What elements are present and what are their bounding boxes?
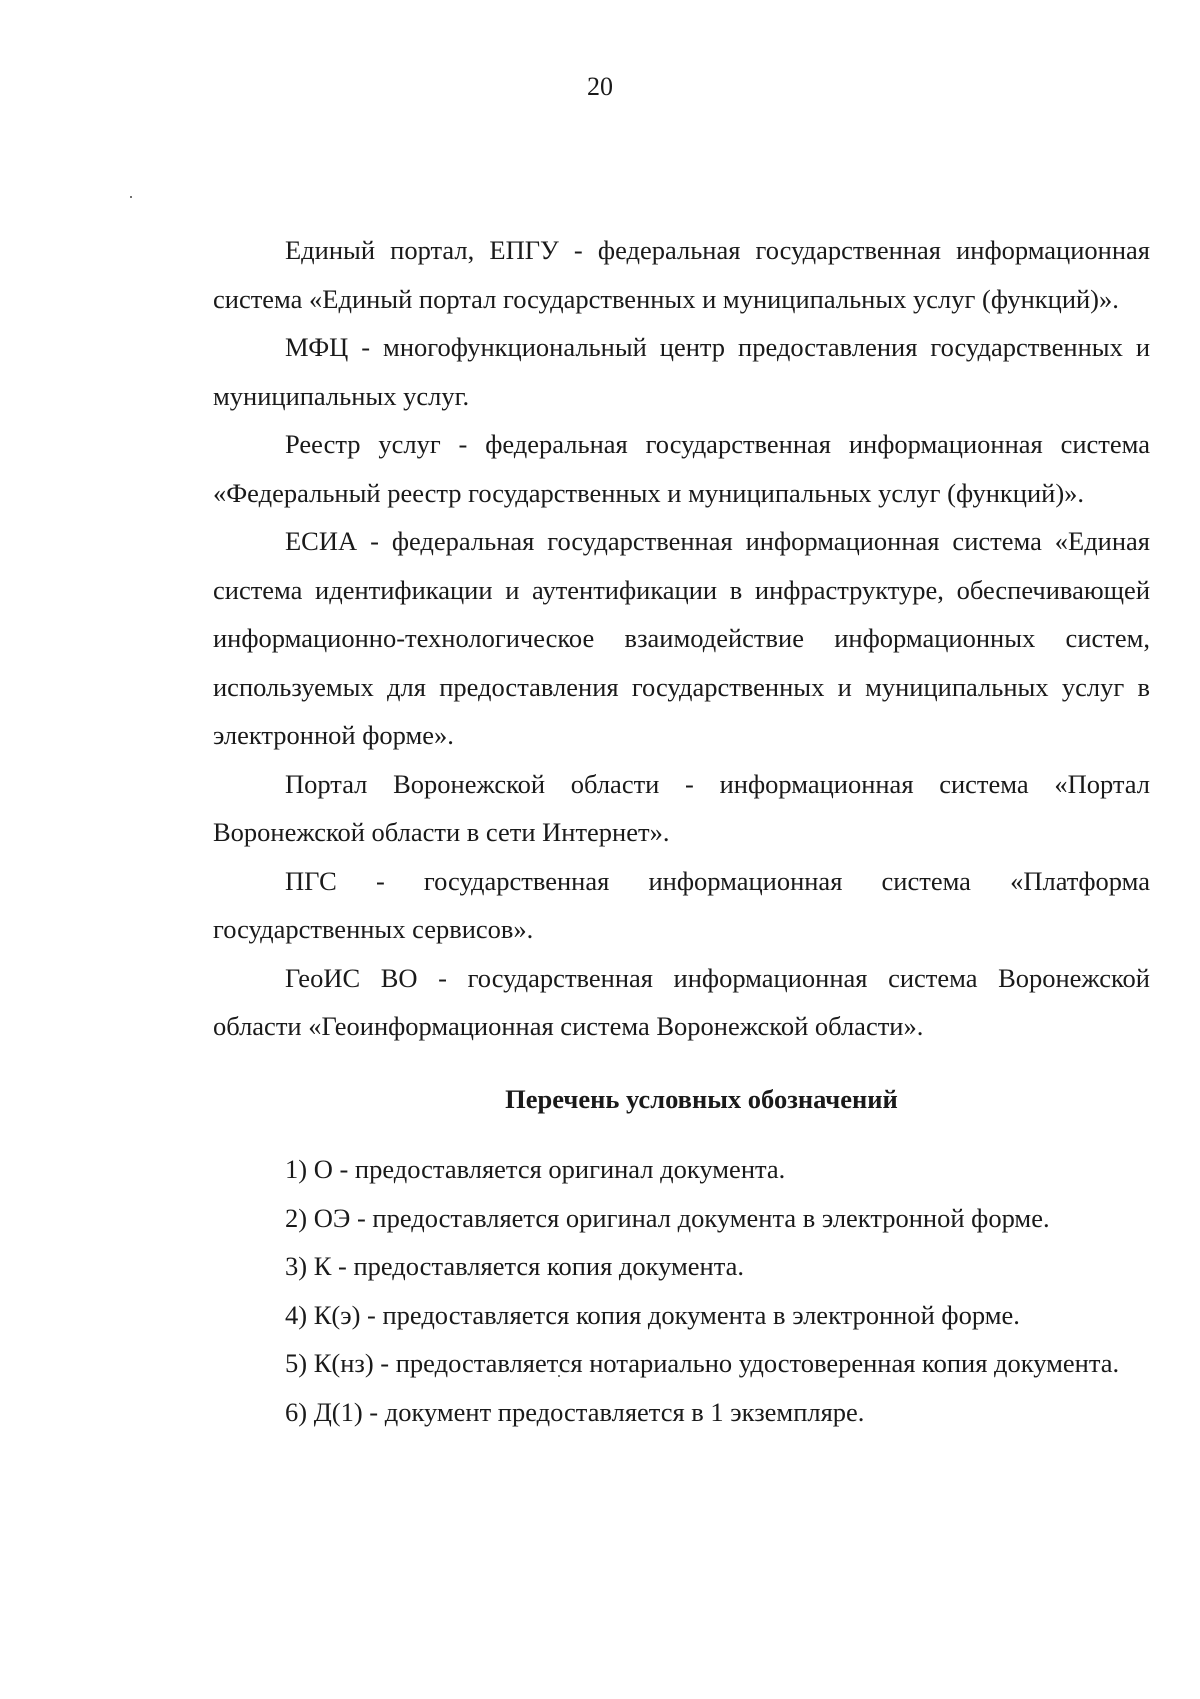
document-body — [213, 226, 1150, 1436]
definition-mfc: МФЦ - многофункциональный центр предоставления государственных и муниципальных услуг. — [213, 332, 1150, 411]
legend-item: 2) ОЭ - предоставляется оригинал документа в электронной форме. — [285, 1202, 1050, 1233]
legend-item: 6) Д(1) - документ предоставляется в 1 экземпляре. — [285, 1396, 865, 1427]
definition-esia: ЕСИА - федеральная государственная информационная система «Единая система идентификации и аутентификации в инфраструктуре, обеспечивающей информационно-технологическое взаимодействие информационных систем, используемых для предоставления государственных и муниципальных услуг в электронной форме». — [213, 526, 1150, 750]
legend-heading: Перечень условных обозначений — [505, 1083, 898, 1114]
definition-geois: ГеоИС ВО - государственная информационная система Воронежской области «Геоинформационная система Воронежской области». — [213, 962, 1150, 1041]
legend-item: 5) К(нз) - предоставляется нотариально удостоверенная копия документа. — [285, 1348, 1120, 1378]
definition-pgs: ПГС - государственная информационная система «Платформа государственных сервисов». — [213, 865, 1150, 944]
scan-speck — [130, 196, 132, 198]
legend-item: 1) О - предоставляется оригинал документа. — [285, 1154, 786, 1184]
definition-epgu: Единый портал, ЕПГУ - федеральная государственная информационная система «Единый портал государственных и муниципальных услуг (функций)». — [213, 235, 1150, 314]
definition-registry: Реестр услуг - федеральная государственная информационная система «Федеральный реестр государственных и муниципальных услуг (функций)». — [213, 429, 1150, 508]
legend-item: 4) К(э) - предоставляется копия документа в электронной форме. — [285, 1299, 1020, 1330]
legend-item: 3) К - предоставляется копия документа. — [285, 1251, 745, 1281]
definition-voronezh-portal: Портал Воронежской области - информационная система «Портал Воронежской области в сети Интернет». — [213, 768, 1150, 847]
page-number: 20 — [587, 72, 613, 101]
